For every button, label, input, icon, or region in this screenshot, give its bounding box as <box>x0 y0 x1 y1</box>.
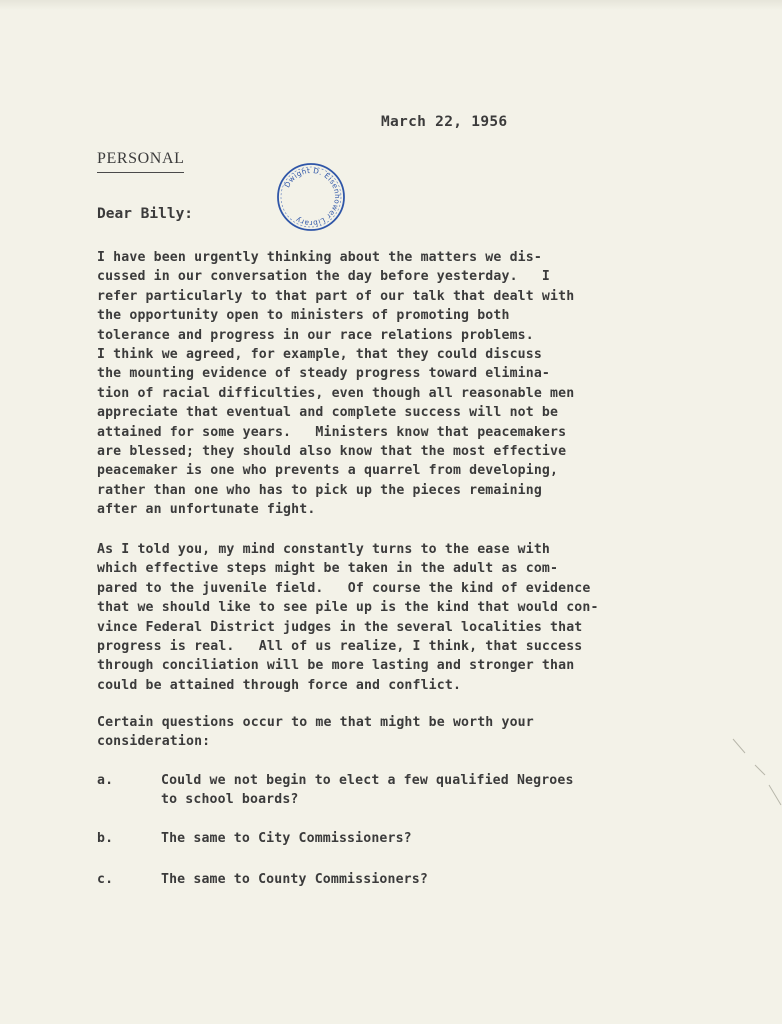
paragraph-line: tion of racial difficulties, even though all reasonable men <box>97 385 575 401</box>
page-top-edge <box>0 0 782 10</box>
list-marker: c. <box>97 872 114 887</box>
paragraph-line: As I told you, my mind constantly turns to the ease with <box>97 542 551 557</box>
library-stamp-icon <box>274 162 348 232</box>
paragraph-line: attained for some years. Ministers know that peacemakers <box>97 424 567 440</box>
list-item-line: to school boards? <box>161 792 299 808</box>
paragraph-line: I think we agreed, for example, that they could discuss <box>97 347 542 363</box>
paragraph-line: that we should like to see pile up is the kind that would con- <box>97 600 599 616</box>
paragraph-line: cussed in our conversation the day before yesterday. I <box>97 269 551 285</box>
svg-text:Dwight D. Eisenhower Library <box>282 166 342 228</box>
paragraph-line: appreciate that eventual and complete success will not be <box>97 405 559 421</box>
paragraph-line: refer particularly to that part of our talk that dealt with <box>97 288 575 304</box>
paper-fold-mark <box>725 735 782 815</box>
paragraph-line: are blessed; they should also know that the most effective <box>97 444 567 460</box>
paragraph-line: after an unfortunate fight. <box>97 502 316 518</box>
paragraph-line: rather than one who has to pick up the pieces remaining <box>97 482 542 498</box>
paragraph-line: peacemaker is one who prevents a quarrel from developing, <box>97 463 559 479</box>
paragraph-line: the mounting evidence of steady progress toward elimina- <box>97 366 551 382</box>
list-item-text <box>161 870 428 889</box>
list-item-line: The same to City Commissioners? <box>161 831 412 846</box>
letter-date: March 22, 1956 <box>381 114 508 130</box>
list-item-text <box>161 829 412 848</box>
paragraph-line: pared to the juvenile field. Of course the kind of evidence <box>97 580 591 596</box>
stamp-text: Dwight D. Eisenhower Library <box>282 165 343 229</box>
paragraph-line: the opportunity open to ministers of promoting both <box>97 308 510 324</box>
list-item-text <box>161 771 574 810</box>
list-marker: b. <box>97 831 114 846</box>
paragraph-line: through conciliation will be more lasting and stronger than <box>97 658 575 674</box>
paragraph-2 <box>97 540 599 695</box>
list-item-line: The same to County Commissioners? <box>161 872 428 887</box>
paragraph-line: progress is real. All of us realize, I think, that success <box>97 639 583 655</box>
paragraph-1 <box>97 248 574 520</box>
paragraph-line: tolerance and progress in our race relations problems. <box>97 327 534 343</box>
salutation: Dear Billy: <box>97 206 194 222</box>
paragraph-line: could be attained through force and conflict. <box>97 677 462 693</box>
paragraph-3 <box>97 713 534 752</box>
paragraph-line: consideration: <box>97 734 211 750</box>
paragraph-line: vince Federal District judges in the several localities that <box>97 619 583 635</box>
list-marker: a. <box>97 773 114 788</box>
paragraph-line: Certain questions occur to me that might be worth your <box>97 715 534 730</box>
paragraph-line: which effective steps might be taken in the adult as com- <box>97 561 559 577</box>
personal-heading: PERSONAL <box>97 150 184 173</box>
paragraph-line: I have been urgently thinking about the matters we dis- <box>97 250 542 265</box>
list-item-line: Could we not begin to elect a few qualified Negroes <box>161 773 574 788</box>
